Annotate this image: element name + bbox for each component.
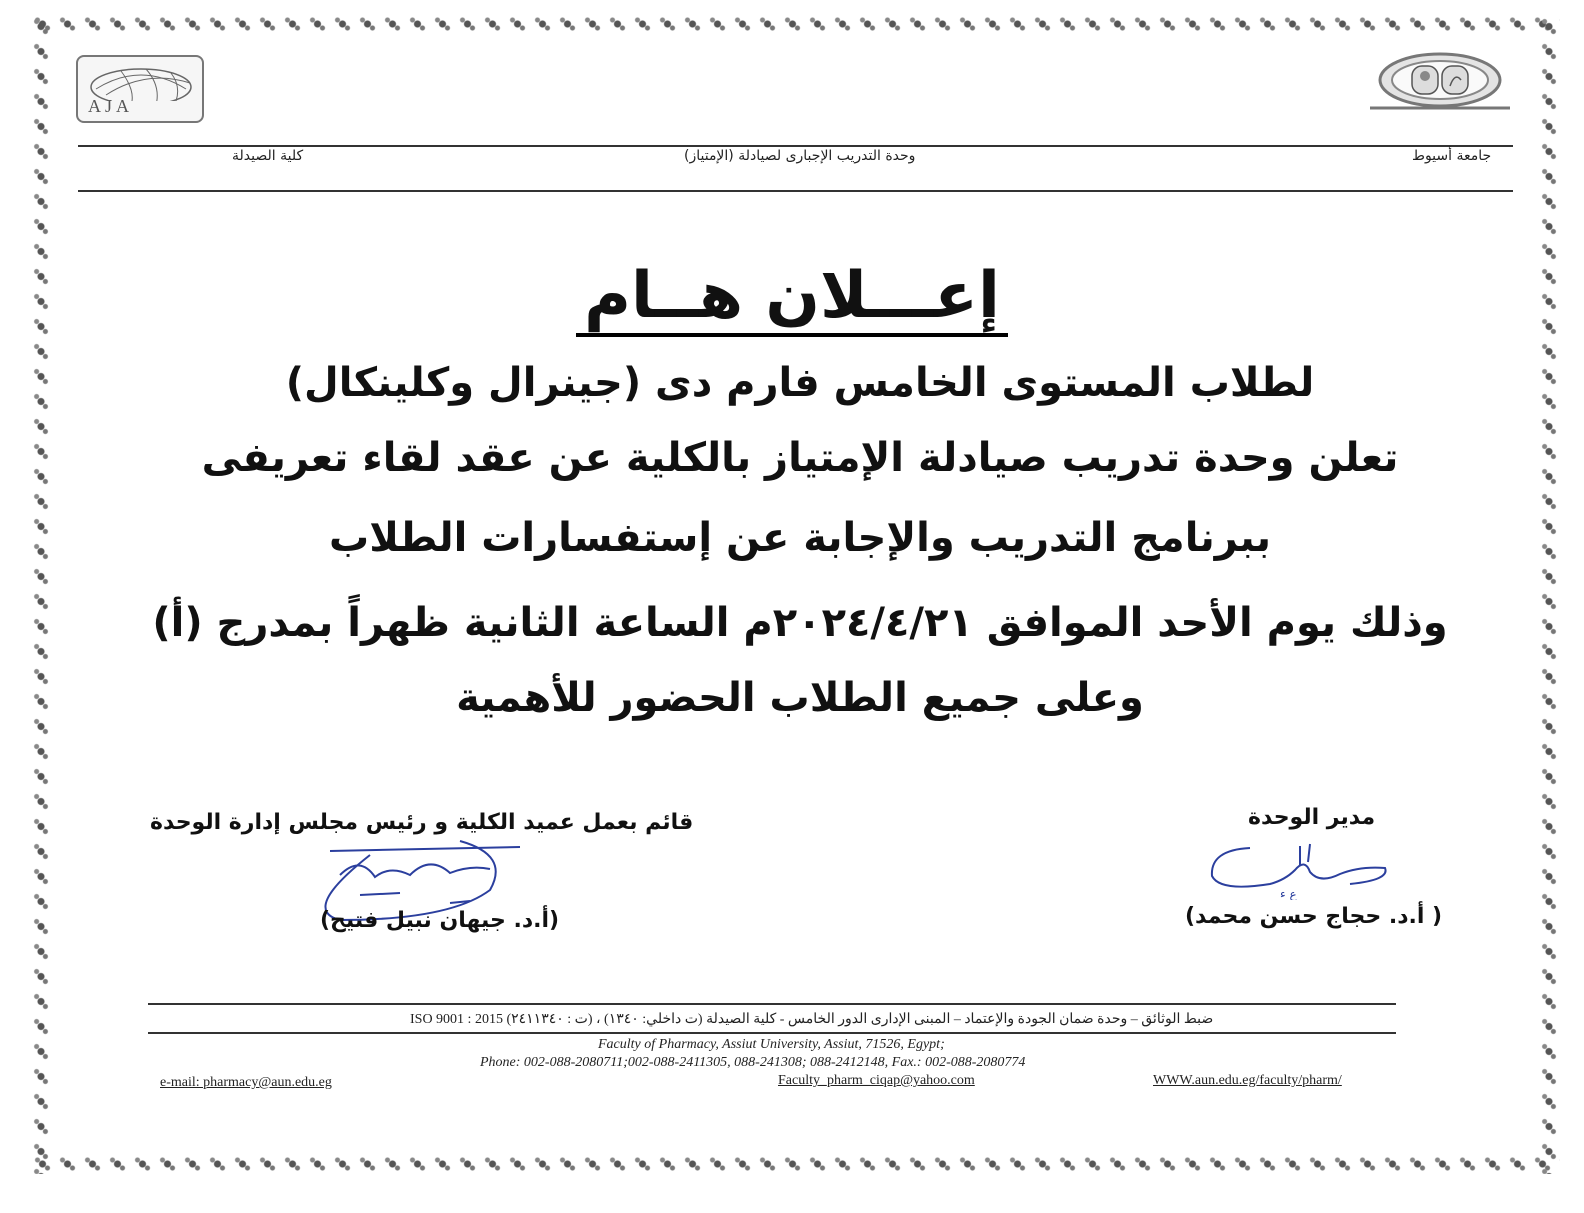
faculty-address: Faculty of Pharmacy, Assiut University, Assiut, 71526, Egypt; [598,1037,945,1052]
header-rule-bottom [78,190,1513,192]
director-signature [1200,840,1400,900]
floral-border-right [1538,14,1560,1174]
floral-border-left [30,14,52,1174]
body-line-audience: لطلاب المستوى الخامس فارم دى (جينرال وكلينكال) [285,360,1315,406]
body-line-announcement: تعلن وحدة تدريب صيادلة الإمتياز بالكلية عن عقد لقاء تعريفى [201,435,1399,481]
training-unit-name: وحدة التدريب الإجبارى لصيادلة (الإمتياز) [684,148,916,164]
floral-border-bottom [30,1154,1560,1174]
floral-border-top [30,14,1560,34]
aja-logo-text: AJA [88,96,134,116]
body-line-attendance: وعلى جميع الطلاب الحضور للأهمية [456,675,1144,721]
unit-director-title: مدير الوحدة [1248,805,1376,830]
footer-rule-bottom [148,1032,1396,1034]
aja-logo [76,55,204,123]
svg-text:ع ء: ع ء [1280,887,1297,900]
quality-unit-email-link[interactable]: Faculty_pharm_ciqap@yahoo.com [778,1073,975,1088]
dean-title: قائم بعمل عميد الكلية و رئيس مجلس إدارة الوحدة [150,810,694,835]
announcement-title [0,255,1584,338]
dean-name: (أ.د. جيهان نبيل فتيح) [320,908,560,933]
announcement-title-text: إعـــلان هــام [576,259,1008,337]
globe-icon [86,61,196,101]
body-line-date-time: وذلك يوم الأحد الموافق ٢٠٢٤/٤/٢١م الساعة الثانية ظهراً بمدرج (أ) [152,600,1448,646]
assiut-university-logo [1365,50,1515,114]
faculty-email-link[interactable]: e-mail: pharmacy@aun.edu.eg [160,1075,332,1090]
university-name: جامعة أسيوط [1412,148,1492,164]
body-line-program: ببرنامج التدريب والإجابة عن إستفسارات الطلاب [329,515,1271,561]
faculty-name: كلية الصيدلة [232,148,304,164]
header-rule-top [78,145,1513,147]
faculty-website-link[interactable]: WWW.aun.edu.eg/faculty/pharm/ [1153,1073,1342,1088]
unit-director-name: ( أ.د. حجاج حسن محمد) [1185,904,1443,929]
faculty-phone-fax: Phone: 002-088-2080711;002-088-2411305, 088-241308; 088-2412148, Fax.: 002-088-2080774 [480,1055,1026,1070]
document-control-line: ضبط الوثائق – وحدة ضمان الجودة والإعتماد – المبنى الإدارى الدور الخامس - كلية الصيدلة (ت داخلي: ١٣٤٠) ، (ت : ٢٤١١٣٤٠) ISO 9001 : 2015 [410,1012,1214,1027]
footer-rule-top [148,1003,1396,1005]
